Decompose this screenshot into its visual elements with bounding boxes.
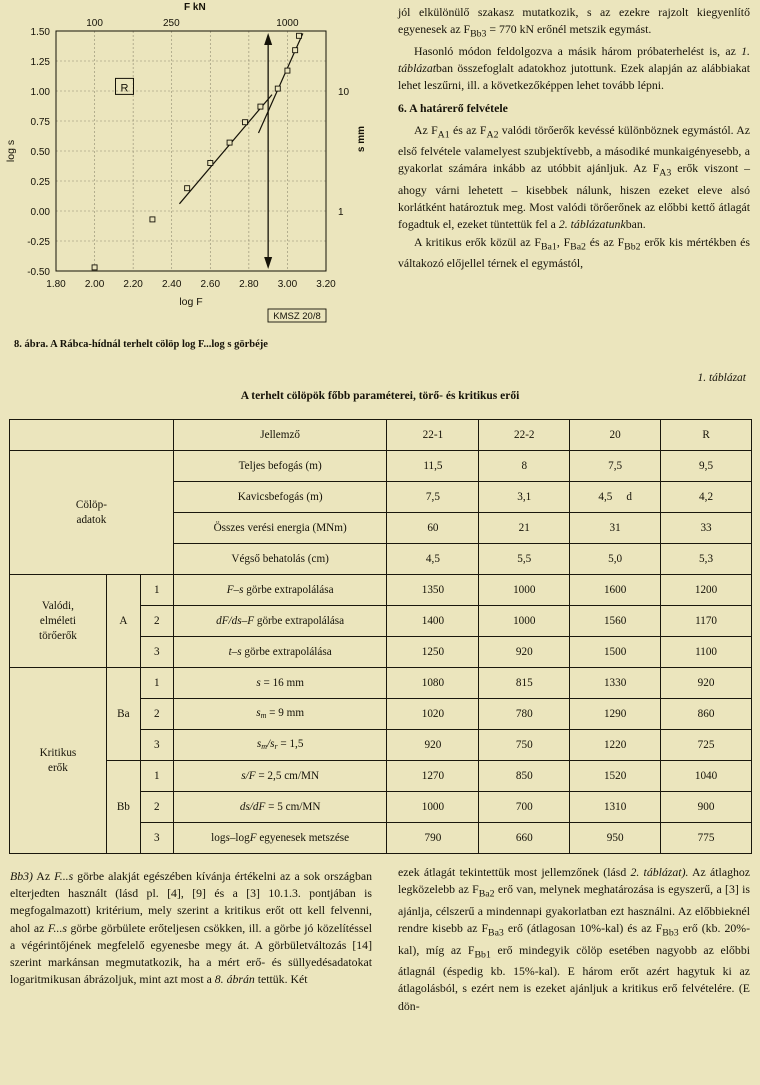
- table-row: [10, 761, 752, 792]
- table-cell: 1500: [570, 637, 661, 668]
- top-axis-label: F kN: [184, 2, 206, 13]
- top-tick-label: 250: [162, 18, 180, 29]
- data-point: [285, 68, 290, 73]
- table-cell: 5,5: [479, 544, 570, 575]
- x-tick-label: 2.80: [239, 279, 259, 290]
- stamp-label: KMSZ 20/8: [273, 311, 321, 322]
- data-point: [258, 104, 263, 109]
- subgroup-Bb: Bb: [106, 761, 140, 854]
- table-cell: 9,5: [661, 451, 752, 482]
- table-cell: 1600: [570, 575, 661, 606]
- data-point: [275, 86, 280, 91]
- header-empty: [10, 420, 174, 451]
- y-tick-label: -0.25: [27, 237, 50, 248]
- table-number: 1. táblázat: [697, 372, 746, 384]
- table-cell: 5,3: [661, 544, 752, 575]
- table-cell: 1040: [661, 761, 752, 792]
- table-cell: 1220: [570, 730, 661, 761]
- row-number: 3: [140, 730, 173, 761]
- data-point: [297, 33, 302, 38]
- data-point: [208, 161, 213, 166]
- table-cell: 1100: [661, 637, 752, 668]
- row-number: 2: [140, 699, 173, 730]
- row-label: Összes verési energia (MNm): [173, 513, 387, 544]
- row-number: 1: [140, 761, 173, 792]
- table-cell: 780: [479, 699, 570, 730]
- data-point: [243, 120, 248, 125]
- data-point: [185, 186, 190, 191]
- fit-line: [179, 95, 272, 204]
- table-cell: 920: [387, 730, 479, 761]
- table-cell: 7,5: [570, 451, 661, 482]
- table-cell: 700: [479, 792, 570, 823]
- table-cell: 920: [479, 637, 570, 668]
- x-tick-label: 3.20: [316, 279, 336, 290]
- header-pile-c4: R: [661, 420, 752, 451]
- table-cell: 1560: [570, 606, 661, 637]
- table-cell: 1350: [387, 575, 479, 606]
- x-tick-label: 2.20: [123, 279, 143, 290]
- table-cell: 1250: [387, 637, 479, 668]
- section-heading: 6. A határerő felvétele: [398, 101, 508, 116]
- right-tick-label: 10: [338, 87, 350, 98]
- table-cell: 1200: [661, 575, 752, 606]
- table-cell: 1330: [570, 668, 661, 699]
- table-cell: 60: [387, 513, 479, 544]
- row-label: $s_m/s_r = 1,5$: [173, 730, 387, 761]
- table-cell: 950: [570, 823, 661, 854]
- paragraph: jól elkülönülő szakasz mutatkozik, s az ezekre rajzolt kiegyenlítő egyenesek az $F_{Bb3} = 770$ kN erőnél metszik egymást.: [398, 5, 750, 40]
- logf-logs-chart: [0, 0, 380, 338]
- row-label: logs–logF egyenesek metszése: [173, 823, 387, 854]
- table-cell: 21: [479, 513, 570, 544]
- table-cell: 750: [479, 730, 570, 761]
- header-pile-c3: 20: [570, 420, 661, 451]
- row-number: 2: [140, 792, 173, 823]
- figure-8: [0, 0, 380, 360]
- row-label: Végső behatolás (cm): [173, 544, 387, 575]
- table-cell: 33: [661, 513, 752, 544]
- row-label: Kavicsbefogás (m): [173, 482, 387, 513]
- top-tick-label: 1000: [276, 18, 299, 29]
- header-jellemzo: Jellemző: [173, 420, 387, 451]
- table-cell: 900: [661, 792, 752, 823]
- table-cell: 660: [479, 823, 570, 854]
- table-cell: 815: [479, 668, 570, 699]
- table-cell: 4,5 d: [570, 482, 661, 513]
- x-axis-label: log F: [179, 296, 203, 308]
- table-cell: 1290: [570, 699, 661, 730]
- table-cell: 920: [661, 668, 752, 699]
- y-tick-label: 0.25: [30, 177, 50, 188]
- right-tick-label: 1: [338, 207, 344, 218]
- top-tick-label: 100: [86, 18, 103, 29]
- table-cell: 3,1: [479, 482, 570, 513]
- y-tick-label: 0.50: [30, 147, 50, 158]
- table-cell: 1000: [479, 575, 570, 606]
- table-cell: 1310: [570, 792, 661, 823]
- table-row: [10, 668, 752, 699]
- y-tick-label: 1.25: [30, 57, 50, 68]
- x-tick-label: 1.80: [46, 279, 66, 290]
- figure-caption: 8. ábra. A Rábca-hídnál terhelt cölöp log F...log s görbéje: [14, 339, 268, 350]
- table-cell: 1400: [387, 606, 479, 637]
- right-column-bottom-text: [398, 864, 750, 1015]
- group-valodi-torokerok: Valódi, elméleti törőerők: [10, 575, 107, 668]
- table-cell: 8: [479, 451, 570, 482]
- table-title: A terhelt cölöpök főbb paraméterei, törő- és kritikus erői: [240, 390, 520, 402]
- group-kritikus-erok: Kritikus erők: [10, 668, 107, 854]
- header-pile-c2: 22-2: [479, 420, 570, 451]
- row-number: 3: [140, 637, 173, 668]
- arrow-head-down: [264, 257, 272, 269]
- row-number: 3: [140, 823, 173, 854]
- row-label: ds/dF = 5 cm/MN: [173, 792, 387, 823]
- y-tick-label: 1.50: [30, 27, 50, 38]
- x-tick-label: 3.00: [277, 279, 298, 290]
- row-number: 2: [140, 606, 173, 637]
- data-point: [150, 217, 155, 222]
- table-cell: 1000: [387, 792, 479, 823]
- subgroup-Ba: Ba: [106, 668, 140, 761]
- row-label: F–s görbe extrapolálása: [173, 575, 387, 606]
- table-row: [10, 451, 752, 482]
- table-cell: 1520: [570, 761, 661, 792]
- table-cell: 4,5: [387, 544, 479, 575]
- table-cell: 1170: [661, 606, 752, 637]
- group-colop-adatok: Cölöp- adatok: [10, 451, 174, 575]
- table-header-row: [10, 420, 752, 451]
- row-number: 1: [140, 668, 173, 699]
- y-tick-label: 0.75: [30, 117, 50, 128]
- table-cell: 11,5: [387, 451, 479, 482]
- table-cell: 31: [570, 513, 661, 544]
- row-label: s/F = 2,5 cm/MN: [173, 761, 387, 792]
- table-cell: 1020: [387, 699, 479, 730]
- paragraph: Az $F_{A1}$ és az $F_{A2}$ valódi törőerők kevéssé különböznek egymástól. Az első felvétele valamelyest szubjektívebb, a másodiké munkaigényesebb, a gyakorlat számára inkább az utóbbit ajánljuk. Az $F_{A3}$ erők viszont – ahogy várni lehetett – kisebbek nálunk, hiszen ezeket eleve alsó korlátként határoztuk meg. Most valódi törőerőnek az előbbi kettő átlagát fogadtuk el, ezeket tüntettük fel a 2. táblázatunkban.: [398, 122, 750, 232]
- left-column-bottom-text: [10, 868, 372, 988]
- row-number: 1: [140, 575, 173, 606]
- table-row: [10, 575, 752, 606]
- table-cell: 775: [661, 823, 752, 854]
- arrow-head-up: [264, 33, 272, 45]
- paragraph: Hasonló módon feldolgozva a másik három próbaterhelést is, az 1. táblázatban összefoglalt adatokhoz jutottunk. Ezek alapján az alábbiakat lehet leszűrni, ill. a következőképpen lehet tovább lépni.: [398, 43, 750, 93]
- row-label: Teljes befogás (m): [173, 451, 387, 482]
- parameters-table: [9, 419, 752, 854]
- x-tick-label: 2.00: [84, 279, 105, 290]
- row-label: dF/ds–F görbe extrapolálása: [173, 606, 387, 637]
- y-tick-label: -0.50: [27, 267, 50, 278]
- table-cell: 860: [661, 699, 752, 730]
- table-cell: 7,5: [387, 482, 479, 513]
- header-pile-c1: 22-1: [387, 420, 479, 451]
- data-point: [293, 48, 298, 53]
- table-cell: 725: [661, 730, 752, 761]
- table-cell: 5,0: [570, 544, 661, 575]
- row-label: $s_m = 9$ mm: [173, 699, 387, 730]
- subgroup-A: A: [106, 575, 140, 668]
- panel-label: R: [120, 82, 129, 95]
- paragraph: A kritikus erők közül az $F_{Ba1}$, $F_{Ba2}$ és az $F_{Bb2}$ erők kis mértékben és váltakozó előjellel térnek el egymástól,: [398, 234, 750, 271]
- table-cell: 1270: [387, 761, 479, 792]
- table-cell: 4,2: [661, 482, 752, 513]
- right-axis-label: s mm: [356, 125, 367, 153]
- data-point: [227, 140, 232, 145]
- row-label: t–s görbe extrapolálása: [173, 637, 387, 668]
- table-cell: 1000: [479, 606, 570, 637]
- table-cell: 1080: [387, 668, 479, 699]
- paragraph: Bb3) Az F...s görbe alakját egészében kívánja értékelni az a sok országban elterjedten használt (lásd pl. [4], [9] és a [3] 10.1.3. pontjában is megfogalmazott) kritérium, mely szerint a kritikus erőt ott kell felvenni, ahol az F...s görbe görbülete erőteljesen csökken, ill. a görbe jó közelítéssel a végérintőjének megfelelő egyenesbe megy át. A görbületváltozás [14] szerint markánsan megmutatkozik, ha a mért erő- és süllyedésadatokat logaritmikusan ábrázoljuk, mint azt most a 8. ábrán tettük. Két: [10, 869, 372, 987]
- x-tick-label: 2.60: [200, 279, 221, 290]
- row-label: s = 16 mm: [173, 668, 387, 699]
- data-point: [92, 265, 97, 270]
- y-axis-label: log s: [5, 139, 17, 163]
- table-cell: 790: [387, 823, 479, 854]
- y-tick-label: 1.00: [30, 87, 50, 98]
- y-tick-label: 0.00: [30, 207, 50, 218]
- right-column-top-text: [398, 4, 750, 272]
- paragraph: ezek átlagát tekintettük most jellemzőnek (lásd 2. táblázat). Az átlaghoz legközelebb az $F_{Ba2}$ erő van, melynek meghatározása is egyszerű, a [3] is ajánlja, célszerű a mindennapi gyakorlatban ezt használni. Az előbbieknél rendre kisebb az $F_{Ba3}$ erő (átlagosan 10%-kal) és az $F_{Bb3}$ erő (kb. 20%-kal), míg az $F_{Bb1}$ erő mindegyik cölöp esetében nagyobb az előbbi átlagnál (éspedig kb. 15%-kal). E három erőt azért hagytuk ki az átlagolásból, s ezért nem is ezeket ajánljuk a kritikus erő felvételére. (E dön-: [398, 865, 750, 1013]
- x-tick-label: 2.40: [161, 279, 182, 290]
- table-cell: 850: [479, 761, 570, 792]
